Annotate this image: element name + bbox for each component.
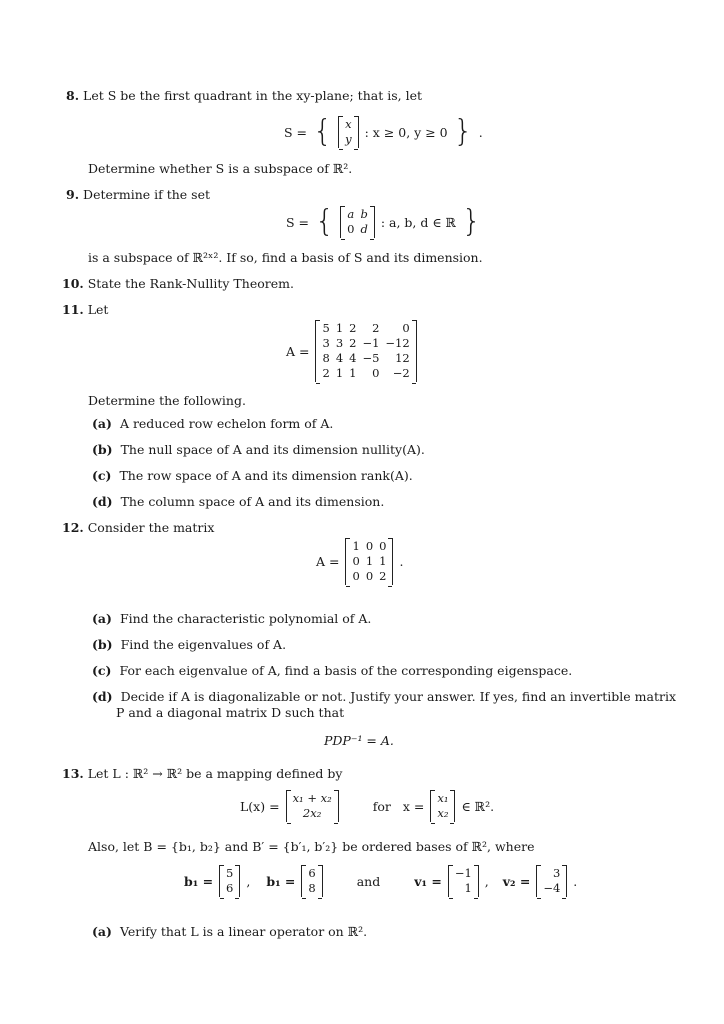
q13-b1-vector: [219, 865, 240, 897]
matrix-entry: 3: [335, 336, 344, 350]
q11-part-d: [92, 494, 384, 509]
matrix-entry: 0: [352, 569, 360, 583]
q11-intro-line: [62, 302, 108, 317]
q11-part-a: [92, 416, 333, 431]
matrix-entry: 2: [349, 321, 357, 335]
q13-map-vector: [286, 790, 339, 822]
q13-v1-top: −1: [454, 866, 472, 880]
q12-part-a: [92, 611, 371, 626]
q13-x-vec-bottom: x₂: [437, 806, 449, 820]
q13-map-vec-top: x₁ + x₂: [292, 791, 332, 805]
q8-right-brace: }: [453, 114, 473, 149]
q13-map-lhs: L(x) =: [240, 798, 280, 814]
q9-number: 9.: [66, 187, 80, 202]
q11-part-a-label: (a): [92, 416, 112, 431]
q11-part-b-text: The null space of A and its dimension nullity(A).: [120, 442, 425, 457]
q13-bases: Also, let B = {b₁, b₂} and B′ = {b′₁, b′₂} be ordered bases of ℝ², where: [88, 839, 535, 854]
matrix-entry: −5: [362, 351, 380, 365]
q9-condition: : a, b, d ∈ ℝ: [380, 214, 456, 230]
matrix-entry: −1: [362, 336, 380, 350]
matrix-entry: 5: [322, 321, 330, 335]
matrix-entry: 0: [402, 321, 410, 335]
matrix-entry: 1: [352, 539, 360, 553]
matrix-entry: 0: [365, 539, 374, 553]
q12-end: .: [399, 554, 404, 569]
q13-intro-line: [62, 766, 342, 781]
q13-for: for: [372, 798, 391, 814]
q11-part-b-label: (b): [92, 442, 113, 457]
q11-determine: Determine the following.: [88, 393, 246, 408]
q12-number: 12.: [62, 520, 84, 535]
q12-matrix-equation: [316, 538, 403, 585]
q12-part-d-label: (d): [92, 689, 113, 704]
q12-part-c: [92, 663, 572, 678]
matrix-entry: 1: [365, 554, 374, 568]
q13-x-vec-top: x₁: [437, 791, 449, 805]
matrix-entry: 4: [335, 351, 344, 365]
q12-part-d: [92, 689, 676, 704]
q13-v2-top: 3: [552, 866, 561, 880]
q13-b1-bottom: 6: [226, 881, 234, 895]
matrix-entry: 1: [335, 321, 344, 335]
q9-set-lhs: S =: [286, 214, 310, 230]
q9-matrix: [340, 206, 375, 238]
q12-part-d-text: Decide if A is diagonalizable or not. Justify your answer. If yes, find an invertible matrix: [120, 689, 676, 704]
q11-part-c: [92, 468, 413, 483]
matrix-entry: 3: [322, 336, 330, 350]
q12-part-c-text: For each eigenvalue of A, find a basis of the corresponding eigenspace.: [119, 663, 573, 678]
q12-matrix: [345, 538, 393, 585]
q13-mapping-equation: [240, 790, 494, 822]
matrix-entry: 8: [322, 351, 330, 365]
q12-part-a-label: (a): [92, 611, 112, 626]
q9-intro: Determine if the set: [83, 187, 211, 202]
matrix-entry: 0: [365, 569, 374, 583]
q11-lhs: A =: [286, 343, 310, 359]
q12-intro: Consider the matrix: [87, 520, 215, 535]
matrix-entry: 4: [349, 351, 357, 365]
q13-x-tail: ∈ ℝ².: [461, 798, 495, 814]
q8-intro: Let S be the first quadrant in the xy-plane; that is, let: [83, 88, 422, 103]
q9-m-a: a: [347, 207, 355, 221]
q8-intro-line: [66, 88, 422, 103]
matrix-entry: 2: [322, 366, 330, 380]
q13-v1-vector: [448, 865, 479, 897]
q12-part-c-label: (c): [92, 663, 112, 678]
q13-x-vector: [430, 790, 455, 822]
q13-v2-vector: [536, 865, 567, 897]
q9-m-0: 0: [347, 222, 355, 236]
q8-set-lhs: S =: [284, 124, 308, 140]
q11-number: 11.: [62, 302, 84, 317]
matrix-entry: 2: [372, 321, 380, 335]
q13-v1-lhs: v₁ =: [414, 873, 442, 889]
matrix-entry: −2: [392, 366, 410, 380]
q13-b2-bottom: 8: [308, 881, 316, 895]
q8-determine: Determine whether S is a subspace of ℝ².: [88, 161, 353, 176]
matrix-entry: −12: [385, 336, 410, 350]
q12-part-b-label: (b): [92, 637, 113, 652]
q13-part-a-label: (a): [92, 924, 112, 939]
q8-condition: : x ≥ 0, y ≥ 0: [364, 124, 448, 140]
q8-left-brace: {: [313, 114, 333, 149]
matrix-entry: 0: [379, 539, 387, 553]
q12-part-d-cont: P and a diagonal matrix D such that: [116, 705, 345, 720]
q13-and: and: [356, 873, 381, 889]
q9-m-b: b: [360, 207, 368, 221]
q10-text: State the Rank-Nullity Theorem.: [87, 276, 294, 291]
q13-v2-lhs: v₂ =: [502, 873, 531, 889]
q12-part-a-text: Find the characteristic polynomial of A.: [119, 611, 372, 626]
q11-intro: Let: [87, 302, 109, 317]
q11-part-d-text: The column space of A and its dimension.: [120, 494, 385, 509]
q13-number: 13.: [62, 766, 84, 781]
q12-intro-line: [62, 520, 214, 535]
q11-part-a-text: A reduced row echelon form of A.: [119, 416, 334, 431]
q13-intro: Let L : ℝ² → ℝ² be a mapping defined by: [87, 766, 343, 781]
q12-part-b-text: Find the eigenvalues of A.: [120, 637, 287, 652]
q9-m-d: d: [360, 222, 368, 236]
matrix-entry: 2: [379, 569, 387, 583]
q10-number: 10.: [62, 276, 84, 291]
q13-b2-top: 6: [308, 866, 316, 880]
q9-follow: is a subspace of ℝ²ˣ². If so, find a basis of S and its dimension.: [88, 250, 483, 265]
q11-part-b: [92, 442, 425, 457]
q9-left-brace: {: [315, 204, 335, 239]
q8-vec-x: x: [345, 117, 352, 131]
q8-vec-y: y: [345, 132, 352, 146]
q11-part-c-text: The row space of A and its dimension rank(A).: [119, 468, 413, 483]
q11-matrix: [315, 320, 416, 382]
q12-part-b: [92, 637, 286, 652]
q13-v1-bottom: 1: [464, 881, 472, 895]
matrix-entry: 2: [349, 336, 357, 350]
q13-b2-vector: [301, 865, 322, 897]
q13-map-vec-bottom: 2x₂: [302, 806, 322, 820]
q8-set-equation: S = { x y : x ≥ 0, y ≥ 0 } .: [284, 114, 483, 149]
q11-part-d-label: (d): [92, 494, 113, 509]
q11-matrix-equation: [286, 320, 417, 382]
q8-vector: [338, 116, 359, 148]
matrix-entry: 1: [335, 366, 344, 380]
matrix-entry: 0: [352, 554, 360, 568]
q13-b1-lhs: b₁ =: [184, 873, 214, 889]
matrix-entry: 1: [379, 554, 387, 568]
q13-vectors-row: b₁ = 5 6 , b₁ = 6 8 and v₁ = −1 1 , v₂ = 3 −4 .: [184, 866, 578, 895]
q13-v2-bottom: −4: [543, 881, 561, 895]
q10-line: [62, 276, 294, 291]
q9-intro-line: [66, 187, 210, 202]
q11-part-c-label: (c): [92, 468, 112, 483]
matrix-entry: 0: [372, 366, 380, 380]
q13-part-a-text: Verify that L is a linear operator on ℝ².: [119, 924, 368, 939]
q9-right-brace: }: [461, 204, 482, 239]
matrix-entry: 1: [349, 366, 357, 380]
q13-x-lhs: x =: [402, 798, 425, 814]
q12-equation: PDP⁻¹ = A.: [324, 733, 394, 748]
q13-b1-top: 5: [226, 866, 234, 880]
q13-b2-lhs: b₁ =: [266, 873, 296, 889]
q9-set-equation: [286, 206, 481, 238]
q13-part-a: [92, 924, 367, 939]
q12-lhs: A =: [316, 554, 340, 569]
q8-number: 8.: [66, 88, 80, 103]
matrix-entry: 12: [395, 351, 410, 365]
